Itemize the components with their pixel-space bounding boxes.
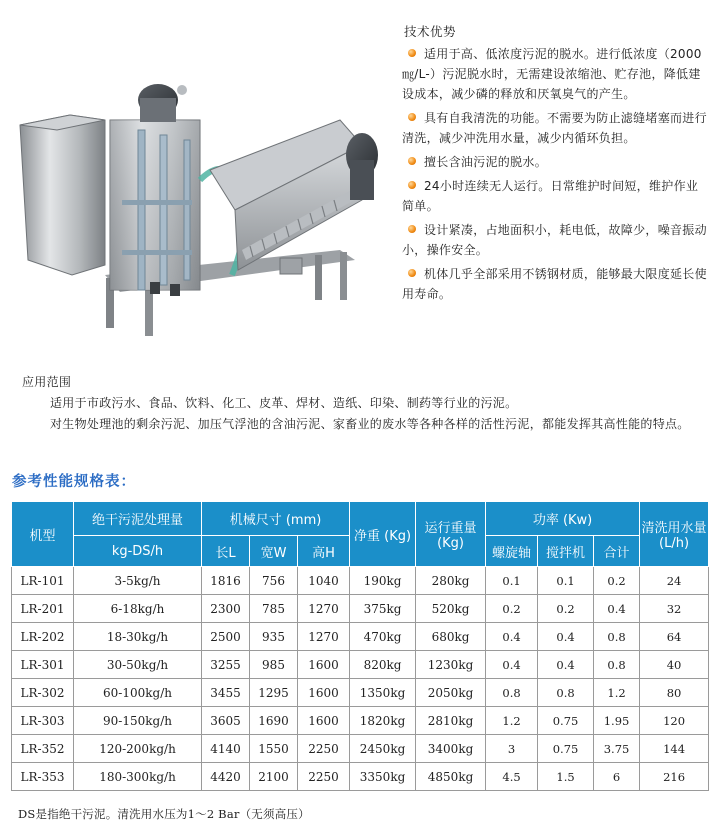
- table-cell: 375kg: [350, 595, 416, 623]
- table-row: [12, 707, 709, 735]
- table-cell: LR-201: [12, 595, 74, 623]
- table-cell: 1550: [250, 735, 298, 763]
- table-cell: 190kg: [350, 567, 416, 595]
- table-cell: 2100: [250, 763, 298, 791]
- table-cell: 756: [250, 567, 298, 595]
- header-screw: 螺旋轴: [486, 536, 538, 567]
- table-cell: 1600: [298, 707, 350, 735]
- advantages-section: [402, 22, 708, 308]
- table-cell: 935: [250, 623, 298, 651]
- header-width: 宽W: [250, 536, 298, 567]
- advantage-item: 适用于高、低浓度污泥的脱水。进行低浓度（2000㎎/L-）污泥脱水时，无需建设浓缩池、贮存池，降低建设成本，减少磷的释放和厌氧臭气的产生。: [402, 47, 702, 101]
- header-capacity-unit: kg-DS/h: [74, 536, 202, 567]
- table-cell: 1.2: [594, 679, 640, 707]
- table-cell: 2250: [298, 763, 350, 791]
- table-cell: 4850kg: [416, 763, 486, 791]
- spec-table-title: 参考性能规格表：: [12, 474, 136, 490]
- table-cell: 4420: [202, 763, 250, 791]
- table-row: [12, 763, 709, 791]
- table-cell: 1.95: [594, 707, 640, 735]
- table-cell: 40: [640, 651, 709, 679]
- table-cell: LR-352: [12, 735, 74, 763]
- table-cell: 1350kg: [350, 679, 416, 707]
- footnote: DS是指绝干污泥。清洗用水压为1～2 Bar（无须高压）: [18, 807, 310, 821]
- spec-table: [11, 501, 709, 791]
- table-cell: 0.4: [538, 651, 594, 679]
- table-cell: 18-30kg/h: [74, 623, 202, 651]
- table-cell: 0.2: [594, 567, 640, 595]
- advantage-item: 具有自我清洗的功能。不需要为防止滤缝堵塞而进行清洗，减少冲洗用水量，减少内循环负担。: [402, 111, 707, 145]
- table-cell: 3-5kg/h: [74, 567, 202, 595]
- bullet-icon: [408, 157, 416, 165]
- table-cell: 1600: [298, 651, 350, 679]
- table-cell: 280kg: [416, 567, 486, 595]
- header-dims: 机械尺寸 (mm): [202, 502, 350, 536]
- table-row: [12, 651, 709, 679]
- machine-photo: [10, 60, 382, 345]
- header-height: 高H: [298, 536, 350, 567]
- table-row: [12, 679, 709, 707]
- table-cell: 3455: [202, 679, 250, 707]
- table-cell: 680kg: [416, 623, 486, 651]
- header-capacity: 绝干污泥处理量: [74, 502, 202, 536]
- table-row: [12, 567, 709, 595]
- table-cell: 1820kg: [350, 707, 416, 735]
- advantage-item: 24小时连续无人运行。日常维护时间短，维护作业简单。: [402, 179, 699, 213]
- application-scope-section: [22, 372, 702, 435]
- table-cell: 0.4: [538, 623, 594, 651]
- table-cell: 1295: [250, 679, 298, 707]
- table-cell: LR-202: [12, 623, 74, 651]
- table-cell: LR-302: [12, 679, 74, 707]
- spec-table-body: [12, 567, 709, 791]
- header-wash-water: 清洗用水量 (L/h): [640, 502, 709, 567]
- table-cell: 90-150kg/h: [74, 707, 202, 735]
- table-cell: 470kg: [350, 623, 416, 651]
- table-cell: 2050kg: [416, 679, 486, 707]
- table-cell: 0.4: [594, 595, 640, 623]
- table-cell: 3605: [202, 707, 250, 735]
- table-cell: 4140: [202, 735, 250, 763]
- table-cell: 144: [640, 735, 709, 763]
- header-total: 合计: [594, 536, 640, 567]
- table-cell: 120: [640, 707, 709, 735]
- table-cell: 0.1: [486, 567, 538, 595]
- table-cell: 1600: [298, 679, 350, 707]
- table-cell: 6-18kg/h: [74, 595, 202, 623]
- table-row: [12, 595, 709, 623]
- table-cell: 0.8: [594, 623, 640, 651]
- table-cell: 0.8: [538, 679, 594, 707]
- table-cell: 1230kg: [416, 651, 486, 679]
- table-cell: 2500: [202, 623, 250, 651]
- table-cell: 3255: [202, 651, 250, 679]
- table-cell: 2810kg: [416, 707, 486, 735]
- header-power: 功率 (Kw): [486, 502, 640, 536]
- table-cell: 2250: [298, 735, 350, 763]
- bullet-icon: [408, 49, 416, 57]
- table-cell: 216: [640, 763, 709, 791]
- scope-line-2: 对生物处理池的剩余污泥、加压气浮池的含油污泥、家畜业的废水等各种各样的活性污泥，都能发挥其高性能的特点。: [50, 417, 690, 431]
- table-cell: 120-200kg/h: [74, 735, 202, 763]
- table-cell: 80: [640, 679, 709, 707]
- bullet-icon: [408, 225, 416, 233]
- table-cell: LR-101: [12, 567, 74, 595]
- table-cell: 1.2: [486, 707, 538, 735]
- table-row: [12, 735, 709, 763]
- table-cell: 1270: [298, 595, 350, 623]
- table-cell: 30-50kg/h: [74, 651, 202, 679]
- table-cell: 64: [640, 623, 709, 651]
- header-model: 机型: [12, 502, 74, 567]
- table-cell: 1040: [298, 567, 350, 595]
- table-cell: 1.5: [538, 763, 594, 791]
- table-cell: 3400kg: [416, 735, 486, 763]
- table-cell: 0.8: [486, 679, 538, 707]
- table-cell: 1270: [298, 623, 350, 651]
- table-cell: 60-100kg/h: [74, 679, 202, 707]
- header-mixer: 搅拌机: [538, 536, 594, 567]
- table-cell: 820kg: [350, 651, 416, 679]
- table-cell: 2450kg: [350, 735, 416, 763]
- table-cell: 1816: [202, 567, 250, 595]
- table-cell: 4.5: [486, 763, 538, 791]
- header-op-weight: 运行重量 (Kg): [416, 502, 486, 567]
- table-cell: 2300: [202, 595, 250, 623]
- table-cell: 24: [640, 567, 709, 595]
- table-cell: 0.4: [486, 651, 538, 679]
- table-cell: 0.75: [538, 735, 594, 763]
- table-row: [12, 623, 709, 651]
- header-length: 长L: [202, 536, 250, 567]
- advantages-title: 技术优势: [404, 24, 457, 39]
- table-cell: LR-301: [12, 651, 74, 679]
- table-cell: 3350kg: [350, 763, 416, 791]
- table-cell: 785: [250, 595, 298, 623]
- table-cell: 6: [594, 763, 640, 791]
- table-cell: 0.2: [486, 595, 538, 623]
- advantage-item: 擅长含油污泥的脱水。: [402, 152, 708, 172]
- table-cell: 0.8: [594, 651, 640, 679]
- advantage-item: 机体几乎全部采用不锈钢材质，能够最大限度延长使用寿命。: [402, 267, 707, 301]
- table-cell: 0.4: [486, 623, 538, 651]
- table-cell: 520kg: [416, 595, 486, 623]
- table-cell: 0.2: [538, 595, 594, 623]
- bullet-icon: [408, 181, 416, 189]
- table-cell: 1690: [250, 707, 298, 735]
- scope-line-1: 适用于市政污水、食品、饮料、化工、皮革、焊材、造纸、印染、制药等行业的污泥。: [50, 396, 518, 410]
- table-cell: 180-300kg/h: [74, 763, 202, 791]
- bullet-icon: [408, 113, 416, 121]
- table-cell: LR-353: [12, 763, 74, 791]
- table-cell: 3.75: [594, 735, 640, 763]
- scope-title: 应用范围: [22, 375, 72, 389]
- table-cell: 32: [640, 595, 709, 623]
- header-net-weight: 净重 (Kg): [350, 502, 416, 567]
- advantage-item: 设计紧凑，占地面积小，耗电低，故障少，噪音振动小，操作安全。: [402, 223, 707, 257]
- table-cell: 985: [250, 651, 298, 679]
- table-cell: 3: [486, 735, 538, 763]
- bullet-icon: [408, 269, 416, 277]
- table-cell: 0.75: [538, 707, 594, 735]
- table-cell: LR-303: [12, 707, 74, 735]
- table-cell: 0.1: [538, 567, 594, 595]
